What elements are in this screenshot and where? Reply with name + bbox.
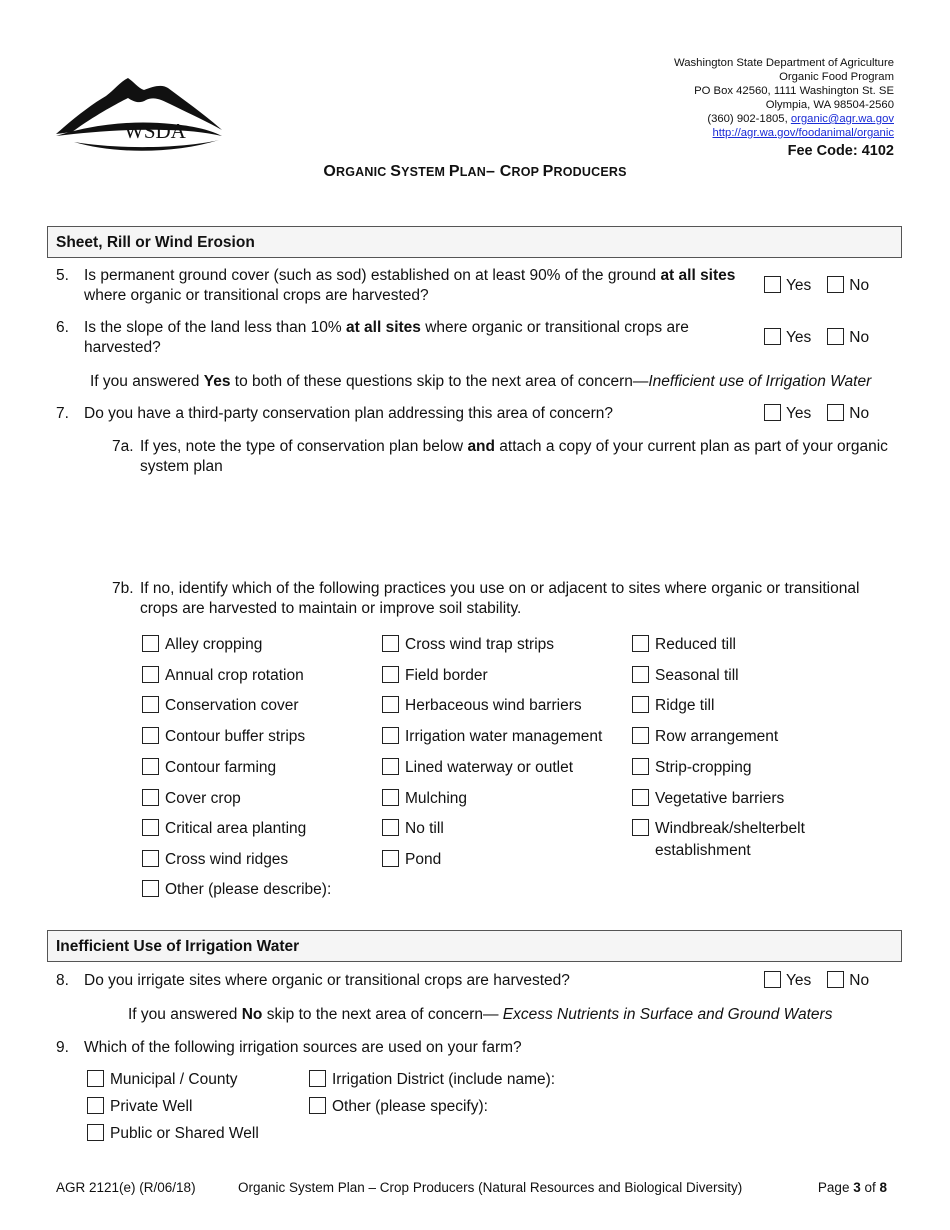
checkbox[interactable] [142,635,159,652]
practice-cross-wind-ridges[interactable]: Cross wind ridges [142,850,288,870]
q6-number: 6. [56,319,69,336]
checkbox[interactable] [142,819,159,836]
section-header-erosion: Sheet, Rill or Wind Erosion [47,226,902,258]
q5-no-checkbox[interactable] [827,276,844,293]
checkbox[interactable] [142,758,159,775]
practice-alley-cropping[interactable]: Alley cropping [142,635,262,655]
checkbox[interactable] [632,758,649,775]
contact-address: PO Box 42560, 1111 Washington St. SE [694,85,894,97]
checkbox[interactable] [632,789,649,806]
checkbox[interactable] [87,1070,104,1087]
q6-text: Is the slope of the land less than 10% at all sites where organic or transitional crops are harvested? [84,319,689,356]
practice-no-till[interactable]: No till [382,819,444,839]
q7-number: 7. [56,405,69,422]
contact-block [674,56,894,140]
q8-no-checkbox[interactable] [827,971,844,988]
logo-text: WSDA [124,119,186,143]
checkbox[interactable] [142,880,159,897]
q7b-number: 7b. [112,580,134,597]
checkbox[interactable] [632,696,649,713]
q5-text: Is permanent ground cover (such as sod) established on at least 90% of the ground at all sites where organic or transitional crops are harvested? [84,267,736,304]
q8-text: Do you irrigate sites where organic or transitional crops are harvested? [84,972,570,989]
practice-row-arrangement[interactable]: Row arrangement [632,727,778,747]
practice-irrigation-water-management[interactable]: Irrigation water management [382,727,602,747]
checkbox[interactable] [142,789,159,806]
practice-cover-crop[interactable]: Cover crop [142,789,241,809]
q7a-text: If yes, note the type of conservation plan below and attach a copy of your current plan as part of your organic system plan [140,438,888,475]
q8-yes-no [764,971,869,991]
q7-no-label: No [849,405,870,422]
q9-number: 9. [56,1039,69,1056]
q5-yes-checkbox[interactable] [764,276,781,293]
checkbox[interactable] [632,635,649,652]
checkbox[interactable] [87,1124,104,1141]
checkbox[interactable] [142,727,159,744]
contact-url-link[interactable]: http://agr.wa.gov/foodanimal/organic [712,127,894,139]
source-public-shared-well[interactable]: Public or Shared Well [87,1124,259,1144]
contact-email-link[interactable]: organic@agr.wa.gov [790,113,894,125]
q7-text: Do you have a third-party conservation plan addressing this area of concern? [84,405,614,422]
practice-pond[interactable]: Pond [382,850,441,870]
practice-seasonal-till[interactable]: Seasonal till [632,666,739,686]
checkbox[interactable] [382,819,399,836]
practice-herbaceous-wind-barriers[interactable]: Herbaceous wind barriers [382,696,582,716]
checkbox[interactable] [382,789,399,806]
page-title: ORGANIC SYSTEM PLAN– CROP PRODUCERS [323,163,627,180]
contact-program: Organic Food Program [779,71,894,83]
practice-lined-waterway[interactable]: Lined waterway or outlet [382,758,573,778]
practice-vegetative-barriers[interactable]: Vegetative barriers [632,789,784,809]
q6-no-label: No [849,329,870,346]
fee-code: Fee Code: 4102 [787,143,894,159]
source-municipal-county[interactable]: Municipal / County [87,1070,238,1090]
checkbox[interactable] [382,696,399,713]
practice-annual-crop-rotation[interactable]: Annual crop rotation [142,666,304,686]
practice-contour-farming[interactable]: Contour farming [142,758,276,778]
q5-yes-no [764,276,869,296]
q6-yes-label: Yes [786,329,812,346]
contact-phone: (360) 902-1805, [707,113,791,125]
source-private-well[interactable]: Private Well [87,1097,192,1117]
q7a-number: 7a. [112,438,134,455]
checkbox[interactable] [632,666,649,683]
q7b-text: If no, identify which of the following practices you use on or adjacent to sites where organic or transitional crops are harvested to maintain or improve soil stability. [140,580,860,617]
skip-note-erosion: If you answered Yes to both of these questions skip to the next area of concern—Inefficient use of Irrigation Water [90,373,872,390]
q5-yes-label: Yes [786,277,812,294]
q8-yes-checkbox[interactable] [764,971,781,988]
q6-yes-checkbox[interactable] [764,328,781,345]
skip-note-irrigation: If you answered No skip to the next area of concern— Excess Nutrients in Surface and Ground Waters [128,1006,833,1023]
checkbox[interactable] [632,819,649,836]
practice-strip-cropping[interactable]: Strip-cropping [632,758,752,778]
contact-phone-email [674,112,894,126]
practice-windbreak-shelterbelt[interactable]: Windbreak/shelterbelt [632,819,805,839]
practice-field-border[interactable]: Field border [382,666,488,686]
q7a-response-area[interactable] [140,482,880,572]
source-other[interactable]: Other (please specify): [309,1097,488,1117]
q7-no-checkbox[interactable] [827,404,844,421]
footer-form-id: AGR 2121(e) (R/06/18) [56,1180,196,1195]
checkbox[interactable] [142,696,159,713]
practice-conservation-cover[interactable]: Conservation cover [142,696,299,716]
q7-yes-label: Yes [786,405,812,422]
practice-contour-buffer-strips[interactable]: Contour buffer strips [142,727,305,747]
q8-no-label: No [849,972,870,989]
q8-number: 8. [56,972,69,989]
checkbox[interactable] [382,850,399,867]
checkbox[interactable] [87,1097,104,1114]
contact-department: Washington State Department of Agriculture [674,57,894,69]
source-irrigation-district[interactable]: Irrigation District (include name): [309,1070,555,1090]
checkbox[interactable] [382,727,399,744]
practice-windbreak-continuation: establishment [655,842,751,859]
q6-no-checkbox[interactable] [827,328,844,345]
footer-title: Organic System Plan – Crop Producers (Natural Resources and Biological Diversity) [238,1180,743,1195]
checkbox[interactable] [142,850,159,867]
checkbox[interactable] [142,666,159,683]
q8-yes-label: Yes [786,972,812,989]
q6-yes-no [764,328,869,348]
q9-text: Which of the following irrigation sources are used on your farm? [84,1039,522,1056]
checkbox[interactable] [632,727,649,744]
checkbox[interactable] [382,666,399,683]
q5-number: 5. [56,267,69,284]
practice-critical-area-planting[interactable]: Critical area planting [142,819,306,839]
wsda-logo [54,74,224,152]
practice-cross-wind-trap-strips[interactable]: Cross wind trap strips [382,635,554,655]
section-header-irrigation: Inefficient Use of Irrigation Water [47,930,902,962]
practice-other[interactable]: Other (please describe): [142,880,331,900]
footer-page-number: Page 3 of 8 [817,1180,887,1195]
checkbox[interactable] [309,1070,326,1087]
checkbox[interactable] [382,635,399,652]
practice-ridge-till[interactable]: Ridge till [632,696,714,716]
q7-yes-no [764,404,869,424]
practice-reduced-till[interactable]: Reduced till [632,635,736,655]
q7-yes-checkbox[interactable] [764,404,781,421]
contact-city: Olympia, WA 98504-2560 [765,99,894,111]
q5-no-label: No [849,277,870,294]
practice-mulching[interactable]: Mulching [382,789,467,809]
checkbox[interactable] [382,758,399,775]
checkbox[interactable] [309,1097,326,1114]
